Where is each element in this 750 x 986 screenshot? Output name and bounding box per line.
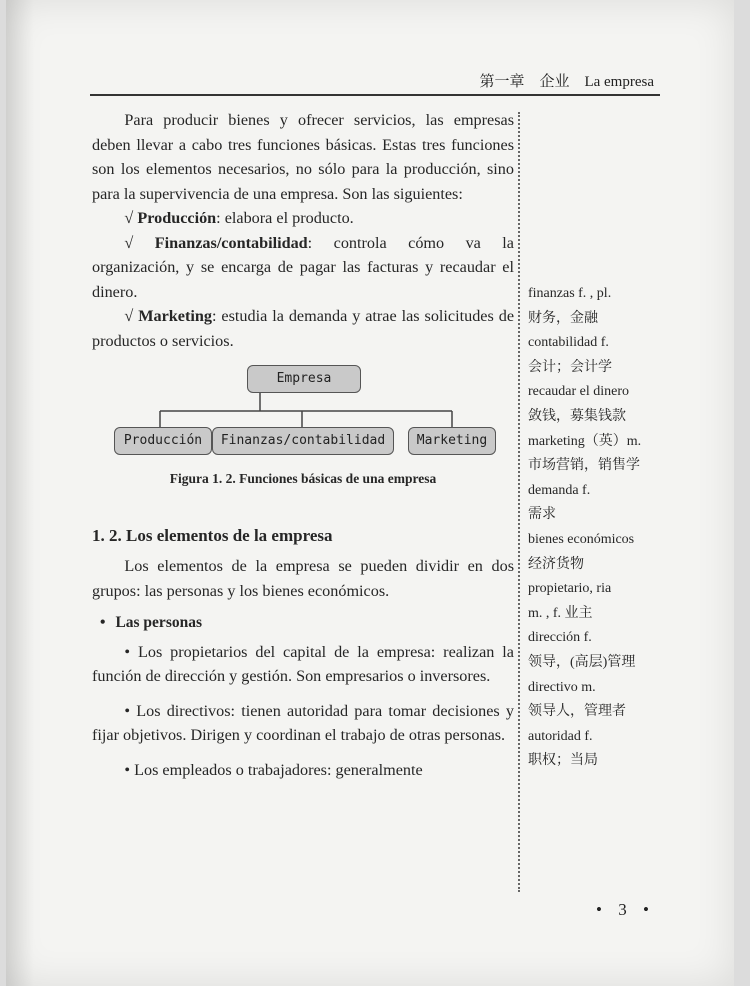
function-finanzas (92, 231, 514, 305)
glossary-line: dirección f. (528, 630, 592, 646)
main-column (92, 108, 514, 782)
function-desc: : estudia la demanda y atrae las solicitudes de productos o servicios. (92, 307, 515, 350)
glossary-line: 需求 (528, 507, 556, 523)
figure-caption: Figura 1. 2. Funciones básicas de una empresa (169, 471, 437, 486)
function-desc: : elabora el producto. (216, 209, 354, 227)
check-mark: √ (124, 307, 134, 325)
glossary-line: 财务，金融 (528, 310, 598, 326)
intro-paragraph: Para producir bienes y ofrecer servicios, las empresas deben llevar a cabo tres funciones básicas. Estas tres funciones son los elementos necesarios, no sólo para la producción, sino para la supervivencia de una empresa. Son las siguientes: (92, 111, 514, 203)
function-produccion (92, 206, 514, 231)
glossary-line: m. , f. 业主 (528, 605, 593, 621)
functions-diagram (92, 365, 514, 465)
function-term: Finanzas/contabilidad (154, 233, 308, 252)
running-header (90, 64, 660, 96)
glossary-line: 敛钱，募集钱款 (528, 408, 626, 424)
list-item: • Los propietarios del capital de la empresa: realizan la función de dirección y gestión. Son empresarios o inversores. (92, 642, 514, 685)
check-mark: √ (124, 233, 134, 252)
scan-shadow (6, 0, 34, 986)
glossary-line: 领导人，管理者 (528, 704, 626, 720)
function-term: Producción (137, 209, 217, 227)
column-divider (518, 112, 520, 892)
glossary-column (528, 282, 668, 774)
page-number: • 3 • (596, 900, 655, 919)
bullet-icon: • (100, 614, 106, 631)
diagram-root-box: Empresa (247, 365, 361, 393)
glossary-line: marketing（英）m. (528, 433, 642, 449)
diagram-box-produccion: Producción (114, 427, 212, 455)
list-item: • Los empleados o trabajadores: generalmente (124, 760, 423, 779)
glossary-line: directivo m. (528, 679, 596, 695)
glossary-line: demanda f. (528, 482, 591, 498)
check-mark: √ (124, 209, 134, 227)
chapter-title: 第一章 企业 La empresa (479, 74, 654, 90)
function-desc: : controla cómo va la organización, y se encarga de pagar las facturas y recaudar el dinero. (92, 233, 514, 301)
glossary-line: propietario, ria (528, 581, 612, 597)
section-heading: 1. 2. Los elementos de la empresa (92, 525, 333, 545)
glossary-line: bienes económicos (528, 531, 635, 547)
glossary-line: recaudar el dinero (528, 384, 630, 400)
glossary-line: finanzas f. , pl. (528, 286, 612, 301)
section-intro: Los elementos de la empresa se pueden dividir en dos grupos: las personas y los bienes económicos. (92, 557, 514, 600)
glossary-line: contabilidad f. (528, 335, 609, 351)
glossary-line: 会计；会计学 (528, 359, 612, 375)
book-page (6, 0, 734, 986)
glossary-line: 市场营销，销售学 (528, 458, 640, 474)
function-marketing (92, 304, 514, 353)
diagram-box-finanzas: Finanzas/contabilidad (212, 427, 394, 455)
bullet-heading-text: Las personas (115, 614, 202, 631)
diagram-box-marketing: Marketing (408, 427, 496, 455)
bullet-heading (100, 611, 514, 636)
glossary-line: 经济货物 (528, 556, 584, 572)
function-term: Marketing (138, 307, 212, 325)
glossary-line: 职权；当局 (528, 753, 598, 769)
list-item: • Los directivos: tienen autoridad para tomar decisiones y fijar objetivos. Dirigen y coordinan el trabajo de otras personas. (92, 701, 514, 744)
glossary-line: autoridad f. (528, 728, 593, 744)
glossary-line: 领导，(高层)管理 (528, 654, 636, 670)
